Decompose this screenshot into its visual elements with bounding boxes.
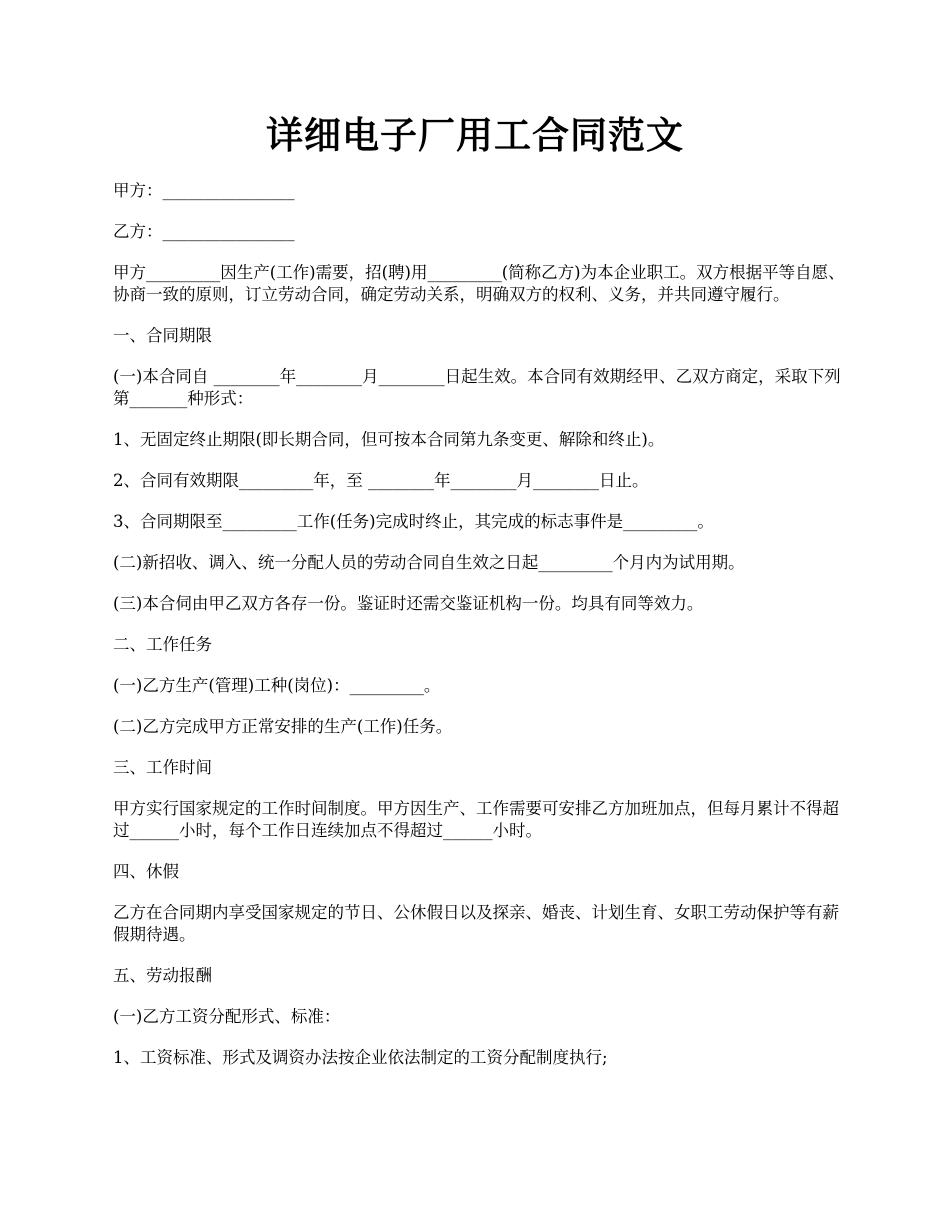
clause-paragraph: (二)新招收、调入、统一分配人员的劳动合同自生效之日起_________个月内为试用期。 bbox=[113, 553, 745, 572]
clause-paragraph: 1、无固定终止期限(即长期合同，但可按本合同第九条变更、解除和终止)。 bbox=[113, 430, 665, 449]
document-body bbox=[113, 180, 845, 1088]
section-heading: 二、工作任务 bbox=[113, 635, 212, 654]
document-title: 详细电子厂用工合同范文 bbox=[266, 114, 684, 157]
clause-paragraph: (三)本合伺由甲乙双方各存一份。鉴证时还需交鉴证机构一份。均具有同等效力。 bbox=[113, 594, 704, 613]
section-heading: 四、休假 bbox=[113, 862, 179, 881]
clause-paragraph: (一)本合同自 ________年________月________日起生效。本合同有效期经甲、乙双方商定，采取下列第_______种形式： bbox=[113, 367, 841, 408]
clause-paragraph: (一)乙方生产(管理)工种(岗位)：_________。 bbox=[113, 676, 441, 695]
intro-paragraph: 甲方_________因生产(工作)需要，招(聘)用_________(简称乙方)为本企业职工。双方根据平等自愿、协商一致的原则，订立劳动合同，确定劳动关系，明确双方的权利、义务，并共同遵守履行。 bbox=[113, 263, 845, 304]
clause-paragraph: 乙方在合同期内享受国家规定的节日、公休假日以及探亲、婚丧、计划生育、女职工劳动保护等有薪假期待遇。 bbox=[113, 903, 839, 944]
clause-paragraph: (一)乙方工资分配形式、标准： bbox=[113, 1007, 341, 1026]
section-heading: 一、合同期限 bbox=[113, 326, 212, 345]
section-heading: 五、劳动报酬 bbox=[113, 966, 212, 985]
party-a-line: 甲方：________________ bbox=[113, 181, 295, 200]
clause-paragraph: 甲方实行国家规定的工作时间制度。甲方因生产、工作需要可安排乙方加班加点，但每月累计不得超过______小时，每个工作日连续加点不得超过______小时。 bbox=[113, 799, 839, 840]
section-heading: 三、工作时间 bbox=[113, 758, 212, 777]
party-b-line: 乙方：________________ bbox=[113, 222, 295, 241]
clause-paragraph: (二)乙方完成甲方正常安排的生产(工作)任务。 bbox=[113, 717, 453, 736]
clause-paragraph: 1、工资标准、形式及调资办法按企业依法制定的工资分配制度执行; bbox=[113, 1048, 608, 1067]
clause-paragraph: 2、合同有效期限_________年，至 ________年________月________日止。 bbox=[113, 471, 649, 490]
clause-paragraph: 3、合同期限至_________工作(任务)完成时终止，其完成的标志事件是_________。 bbox=[113, 512, 714, 531]
